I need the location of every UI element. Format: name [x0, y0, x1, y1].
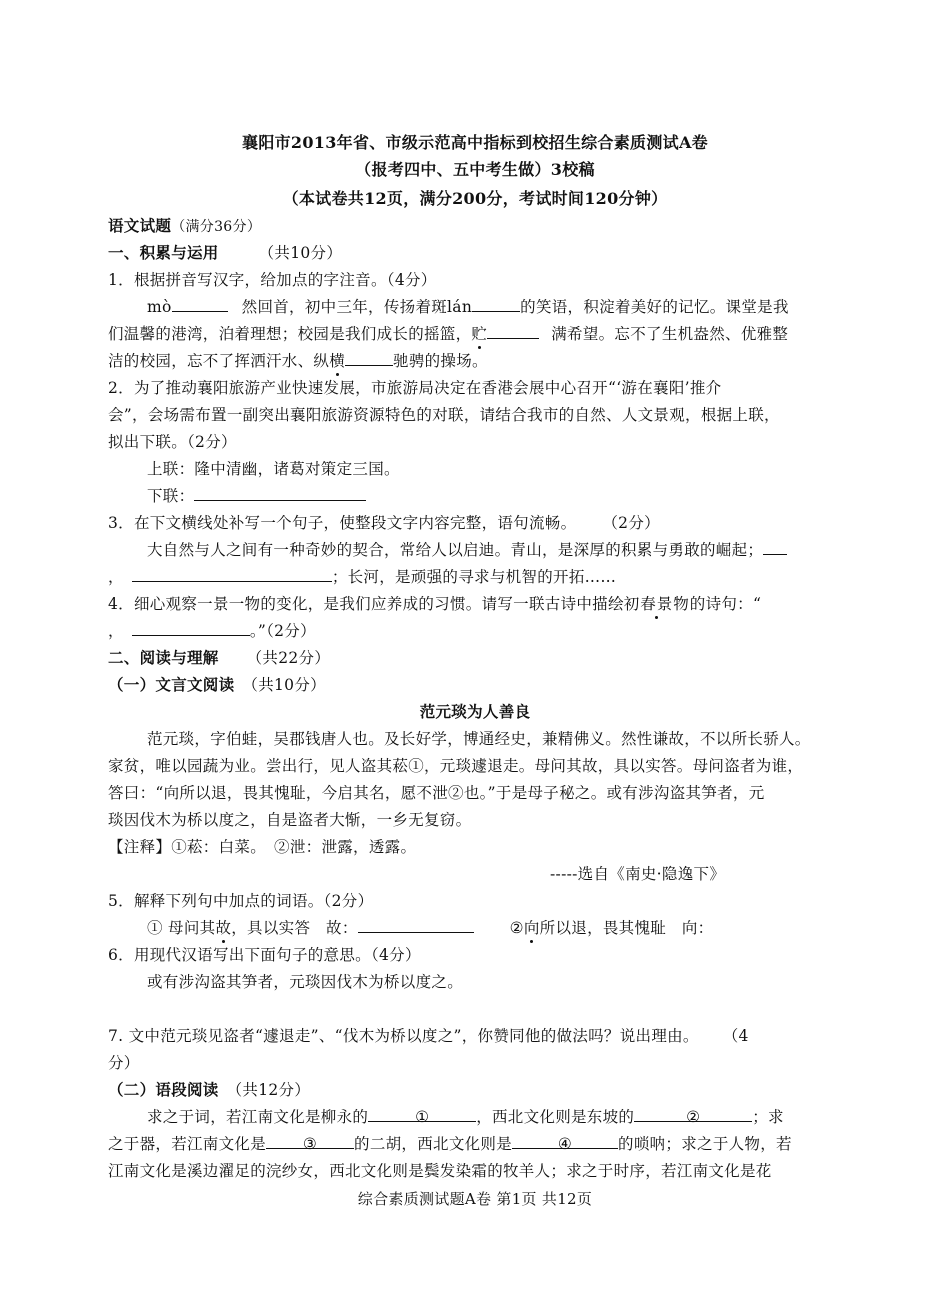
q6-stem: 6．用现代汉语写出下面句子的意思。（4分） — [108, 946, 421, 964]
pinyin-mo: mò — [147, 298, 172, 316]
sub1-heading — [108, 674, 326, 696]
answer-blank[interactable] — [172, 296, 228, 312]
q4-line1 — [108, 593, 761, 615]
answer-blank[interactable] — [345, 350, 393, 366]
blank-4[interactable]: ④ — [512, 1133, 618, 1149]
sub2-score: （共12分） — [226, 1081, 311, 1099]
passage2-text: ；求 — [752, 1108, 784, 1126]
part1-heading — [108, 242, 342, 264]
exam-info: （本试卷共12页，满分200分，考试时间120分钟） — [282, 189, 668, 208]
part1-score: （共10分） — [258, 244, 343, 262]
part2-title: 二、阅读与理解 — [108, 648, 219, 667]
q3-stem — [108, 512, 660, 534]
q5-stem: 5．解释下列句中加点的词语。（2分） — [108, 892, 374, 910]
sub1-title: （一）文言文阅读 — [108, 675, 235, 694]
dotted-char: 贮 — [471, 325, 488, 343]
q5-items — [147, 917, 713, 939]
page-footer: 综合素质测试题A卷 第1页 共12页 — [357, 1190, 593, 1208]
dotted-char: 故 — [215, 919, 232, 937]
passage2-text: 之于器，若江南文化是 — [108, 1135, 267, 1153]
dotted-char: 横 — [329, 352, 346, 370]
answer-blank[interactable] — [132, 620, 250, 636]
passage1-line: 琰因伐木为桥以度之，自是盗者大惭，一乡无复窃。 — [108, 811, 472, 829]
q2-line2: 会”，会场需布置一副突出襄阳旅游资源特色的对联，请结合我市的自然、人文景观，根据上联， — [108, 406, 780, 424]
q1-line1 — [147, 296, 789, 318]
answer-blank[interactable] — [194, 485, 366, 501]
q3-score: （2分） — [602, 514, 660, 532]
q1-text: 然回首，初中三年，传扬着斑 — [241, 298, 448, 316]
part2-heading — [108, 647, 330, 669]
q1-text: 的笑语，积淀着美好的记忆。课堂是我 — [520, 298, 789, 316]
q3-text: 3．在下文横线处补写一个句子，使整段文字内容完整，语句流畅。 — [108, 514, 577, 532]
q4-text: ， — [108, 622, 124, 640]
q7-text: 7. 文中范元琰见盗者“遽退走”、“伐木为桥以度之”，你赞同他的做法吗？说出理由。 — [108, 1027, 699, 1045]
q1-text: 洁的校园，忘不了挥洒汗水、纵 — [108, 352, 330, 370]
q5-text: 所以退，畏其愧耻 向： — [539, 919, 714, 937]
passage1-line: 范元琰，字伯蛙，吴郡钱唐人也。及长好学，博通经史，兼精佛义。然性谦故，不以所长骄人。 — [147, 730, 811, 748]
q5-text: ，具以实答 故： — [231, 919, 358, 937]
q2-upper-couplet: 上联：隆中清幽，诸葛对策定三国。 — [147, 460, 400, 478]
section-chinese — [108, 215, 261, 238]
q4-text: 4．细心观察一景一物的变化，是我们应养成的习惯。请写一联古诗中描绘 — [108, 595, 624, 613]
passage2-text: 求之于词，若江南文化是柳永的 — [147, 1108, 369, 1126]
q7-line2: 分） — [108, 1054, 140, 1072]
q4-text: 的诗句：“ — [689, 595, 762, 613]
passage1-line: 家贫，唯以园蔬为业。尝出行，见人盗其菘①，元琰遽退走。母问其故，具以实答。母问盗者为谁， — [108, 757, 804, 775]
q2-lower-couplet — [147, 485, 366, 507]
q1-line3 — [108, 350, 488, 372]
q1-text: 驰骋的操场。 — [393, 352, 488, 370]
sub2-heading — [108, 1079, 310, 1101]
sub1-score: （共10分） — [242, 676, 326, 694]
passage2-text: ，西北文化则是东坡的 — [476, 1108, 635, 1126]
q1-text: 们温馨的港湾，泊着理想；校园是我们成长的摇篮， — [108, 325, 472, 343]
dotted-char: 初春景物 — [623, 595, 690, 613]
sub2-title: （二）语段阅读 — [108, 1080, 219, 1099]
q1-text: 满希望。忘不了生机盎然、优雅整 — [551, 325, 789, 343]
passage1-note: 【注释】①菘：白菜。 ②泄：泄露，透露。 — [108, 838, 417, 856]
answer-blank[interactable] — [358, 917, 474, 933]
part1-title: 一、积累与运用 — [108, 243, 219, 262]
passage1-title: 范元琰为人善良 — [419, 702, 531, 721]
q3-text: 大自然与人之间有一种奇妙的契合，常给人以启迪。青山，是深厚的积累与勇敢的崛起； — [147, 541, 764, 559]
q1-stem: 1．根据拼音写汉字，给加点的字注音。（4分） — [108, 271, 437, 289]
passage2-line2 — [108, 1133, 792, 1155]
q2-lower-label: 下联： — [147, 487, 195, 505]
q4-text: 。”（2分） — [249, 622, 316, 640]
q4-line2 — [108, 620, 316, 642]
passage2-line1 — [147, 1106, 784, 1128]
exam-title: 襄阳市2013年省、市级示范高中指标到校招生综合素质测试A卷 — [242, 133, 708, 152]
exam-subtitle: （报考四中、五中考生做）3校稿 — [355, 160, 595, 179]
q3-line2 — [108, 566, 616, 588]
passage2-text: 的二胡，西北文化则是 — [354, 1135, 513, 1153]
dotted-char: 向 — [523, 919, 540, 937]
passage2-line3: 江南文化是溪边濯足的浣纱女，西北文化则是鬓发染霜的牧羊人；求之于时序，若江南文化是花 — [108, 1162, 772, 1180]
section-chinese-label: 语文试题 — [108, 216, 172, 235]
section-chinese-score: （满分36分） — [171, 219, 262, 235]
blank-3[interactable]: ③ — [266, 1133, 354, 1149]
answer-blank[interactable] — [487, 323, 539, 339]
q3-text: ， — [108, 568, 124, 586]
q2-line3: 拟出下联。（2分） — [108, 433, 237, 451]
part2-score: （共22分） — [246, 649, 331, 667]
answer-blank[interactable] — [763, 539, 787, 555]
passage1-line: 答曰：“向所以退，畏其愧耻，今启其名，愿不泄②也。”于是母子秘之。或有涉沟盗其笋者，元 — [108, 784, 765, 802]
q7-line1 — [108, 1025, 749, 1047]
q1-line2 — [108, 323, 788, 345]
answer-blank[interactable] — [472, 296, 520, 312]
passage2-text: 的唢呐；求之于人物，若 — [618, 1135, 792, 1153]
q5-text: ① 母问其 — [147, 919, 216, 937]
passage1-source: -----选自《南史·隐逸下》 — [550, 865, 726, 883]
blank-2[interactable]: ② — [634, 1106, 752, 1122]
q5-text: ② — [509, 919, 524, 937]
q2-line1: 2．为了推动襄阳旅游产业快速发展，市旅游局决定在香港会展中心召开“‘游在襄阳’推介 — [108, 379, 722, 397]
blank-1[interactable]: ① — [368, 1106, 476, 1122]
q7-score: （4 — [722, 1027, 749, 1045]
answer-blank[interactable] — [132, 566, 332, 582]
q3-line1 — [147, 539, 787, 561]
pinyin-lan: lán — [447, 298, 473, 316]
q3-text: ；长河，是顽强的寻求与机智的开拓…… — [331, 568, 617, 586]
q6-sentence: 或有涉沟盗其笋者，元琰因伐木为桥以度之。 — [147, 973, 464, 991]
